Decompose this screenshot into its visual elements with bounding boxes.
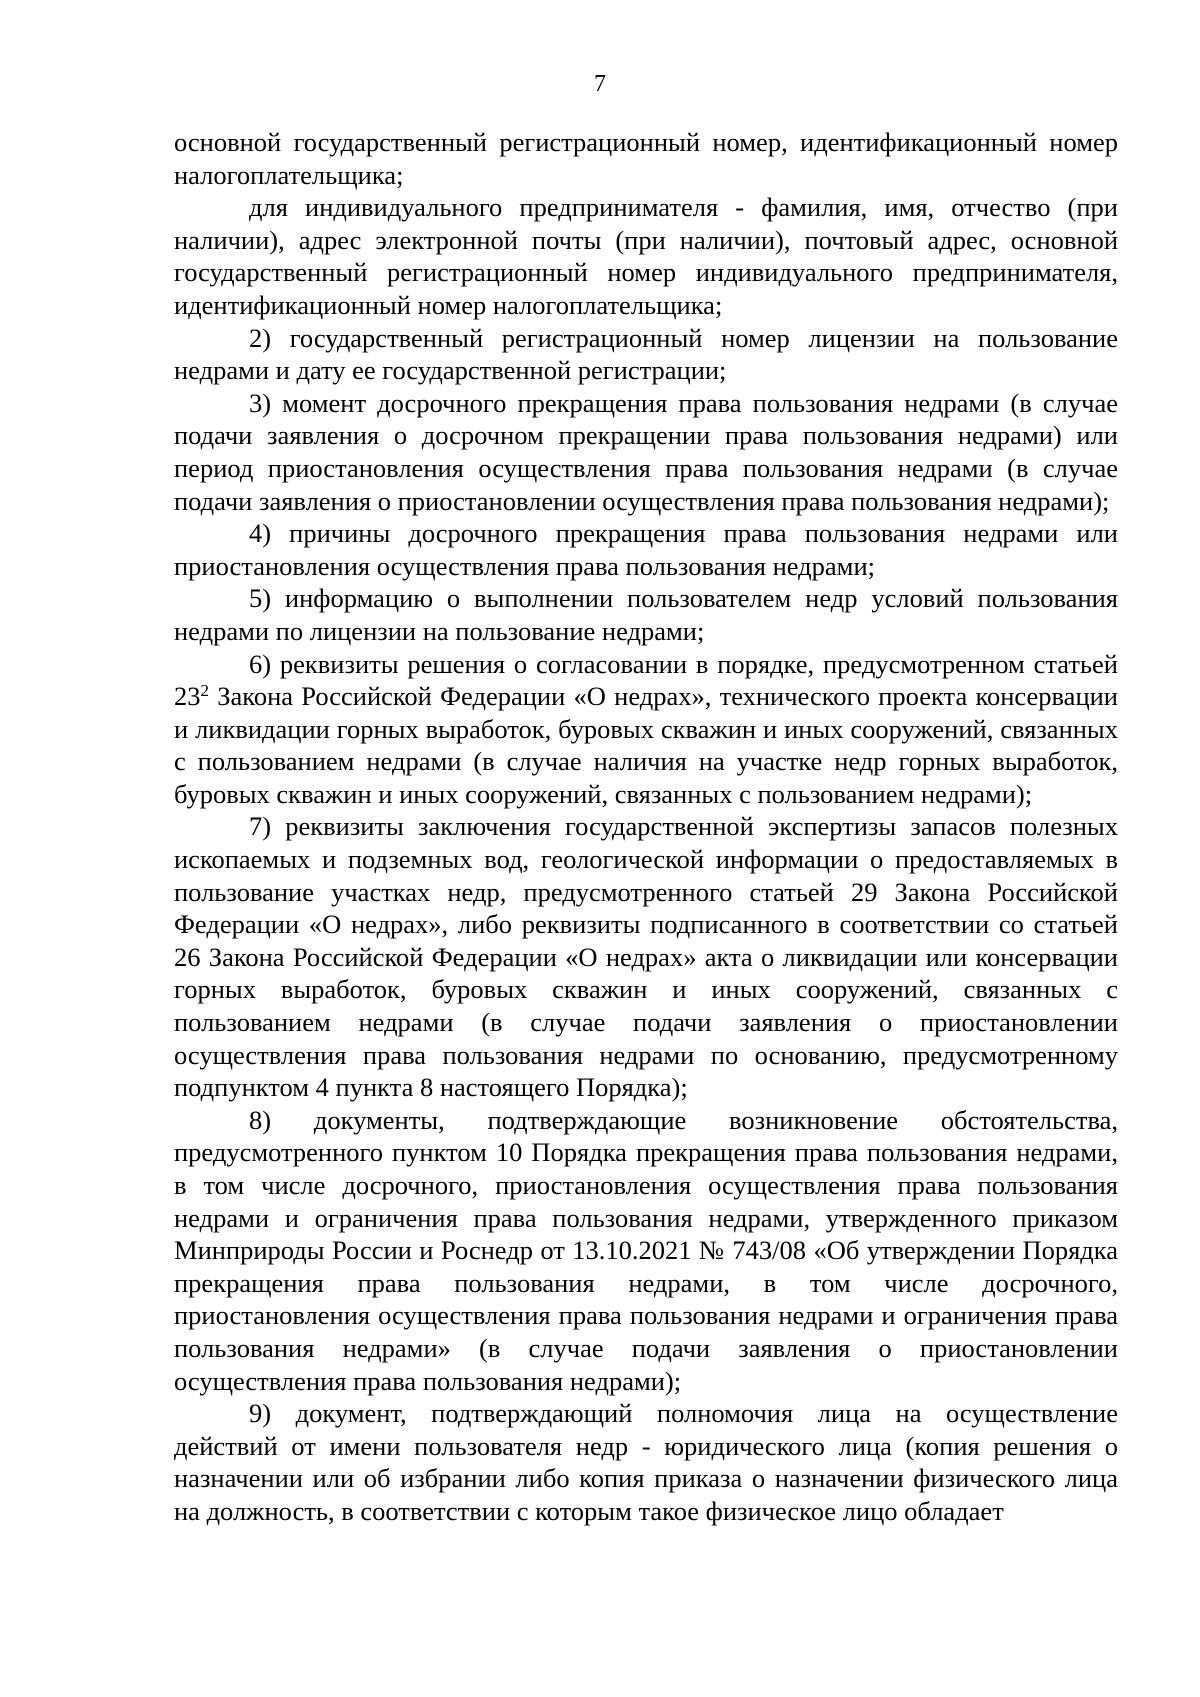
page-number: 7	[594, 71, 606, 97]
paragraph-7: 7) реквизиты заключения государственной экспертизы запасов полезных ископаемых и подземных вод, геологической информации о предоставляемых в пользование участках недр, предусмотренного статьей 29 Закона Российской Федерации «О недрах», либо реквизиты подписанного в соответствии со статьей 26 Закона Российской Федерации «О недрах» акта о ликвидации или консервации горных выработок, буровых скважин и иных сооружений, связанных с пользованием недрами (в случае подачи заявления о приостановлении осуществления права пользования недрами по основанию, предусмотренному подпунктом 4 пункта 8 настоящего Порядка);	[174, 811, 1118, 1103]
paragraph-6-text-end: Закона Российской Федерации «О недрах», технического проекта консервации и ликвидации горных выработок, буровых скважин и иных сооружений, связанных с пользованием недрами (в случае наличия на участке недр горных выработок, буровых скважин и иных сооружений, связанных с пользованием недрами);	[174, 681, 1118, 809]
paragraph-0: основной государственный регистрационный номер, идентификационный номер налогоплательщика;	[174, 127, 1118, 190]
paragraph-8: 8) документы, подтверждающие возникновение обстоятельства, предусмотренного пунктом 10 Порядка прекращения права пользования недрами, в том числе досрочного, приостановления осуществления права пользования недрами и ограничения права пользования недрами, утвержденного приказом Минприроды России и Роснедр от 13.10.2021 № 743/08 «Об утверждении Порядка прекращения права пользования недрами, в том числе досрочного, приостановления осуществления права пользования недрами и ограничения права пользования недрами» (в случае подачи заявления о приостановлении осуществления права пользования недрами);	[174, 1104, 1118, 1396]
paragraph-6	[174, 648, 1118, 811]
paragraph-3: 3) момент досрочного прекращения права пользования недрами (в случае подачи заявления о досрочном прекращении права пользования недрами) или период приостановления осуществления права пользования недрами (в случае подачи заявления о приостановлении осуществления права пользования недрами);	[174, 387, 1118, 516]
paragraph-4: 4) причины досрочного прекращения права пользования недрами или приостановления осуществления права пользования недрами;	[174, 518, 1118, 581]
paragraph-2: 2) государственный регистрационный номер лицензии на пользование недрами и дату ее государственной регистрации;	[174, 322, 1118, 386]
superscript-number: 2	[200, 681, 209, 701]
paragraph-9: 9) документ, подтверждающий полномочия лица на осуществление действий от имени пользователя недр - юридического лица (копия решения о назначении или об избрании либо копия приказа о назначении физического лица на должность, в соответствии с которым такое физическое лицо обладает	[174, 1398, 1118, 1526]
document-body	[174, 126, 1118, 1528]
paragraph-5: 5) информацию о выполнении пользователем недр условий пользования недрами по лицензии на пользование недрами;	[174, 583, 1118, 646]
paragraph-1: для индивидуального предпринимателя - фамилия, имя, отчество (при наличии), адрес электронной почты (при наличии), почтовый адрес, основной государственный регистрационный номер индивидуального предпринимателя, идентификационный номер налогоплательщика;	[174, 192, 1118, 320]
paragraph-6-text-start: 6) реквизиты решения о согласовании в порядке, предусмотренном статьей 23	[174, 648, 1118, 712]
